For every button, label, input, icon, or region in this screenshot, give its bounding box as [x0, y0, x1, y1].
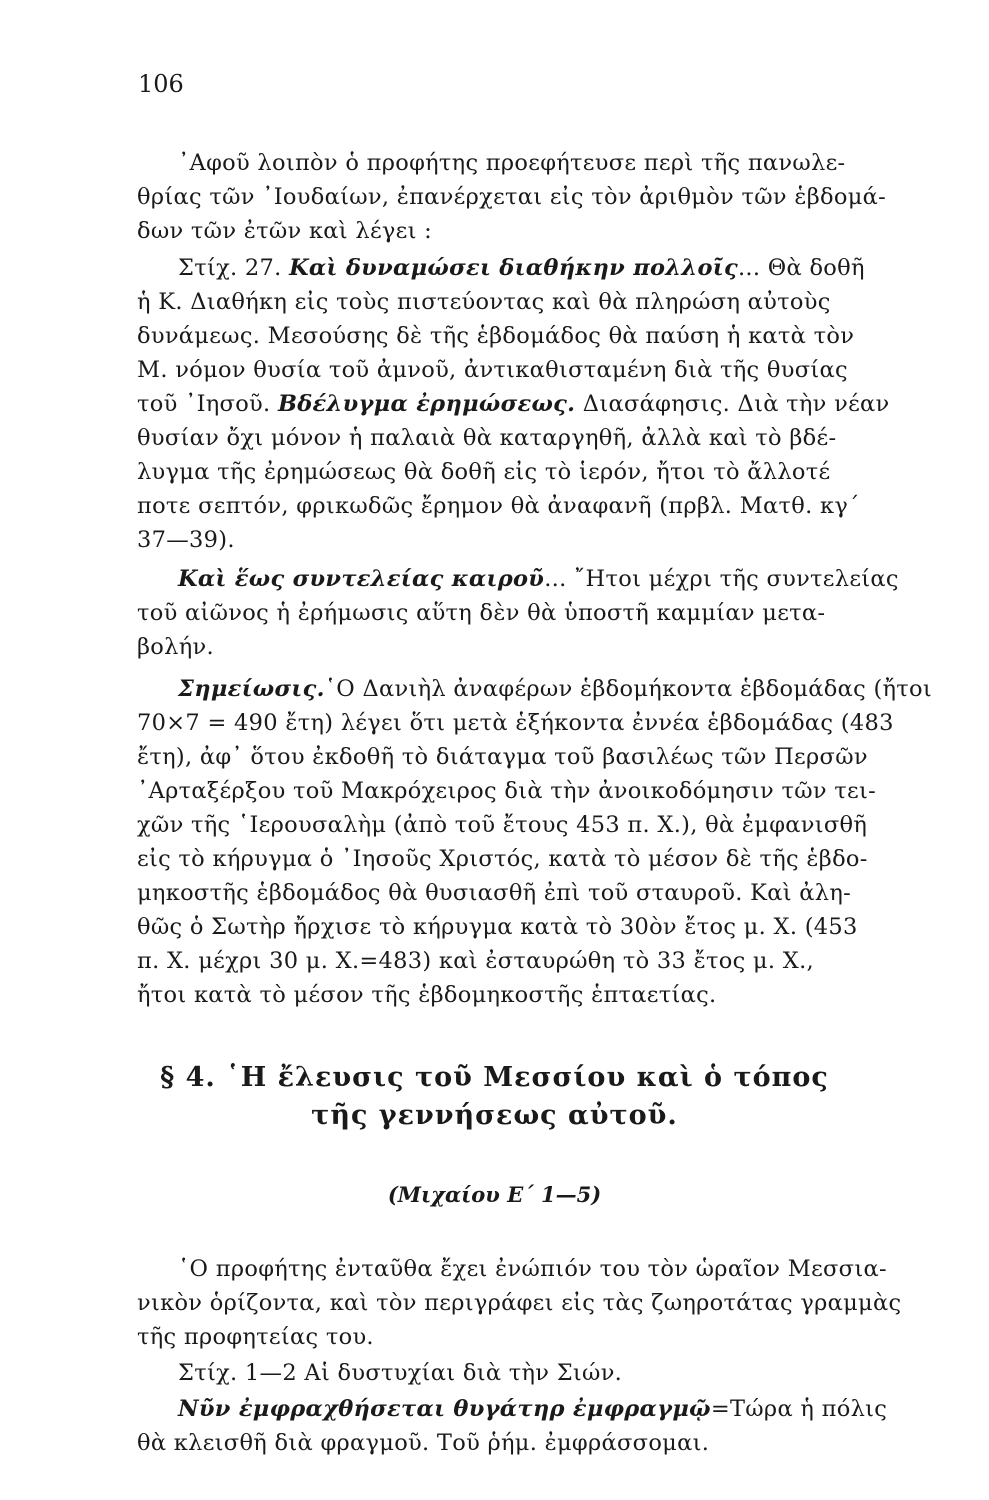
text-line: νικὸν ὁρίζοντα, καὶ τὸν περιγράφει εἰς τὰς ζωηροτάτας γραμμὰς: [137, 1290, 902, 1316]
section-reference: (Μιχαίου Ε΄ 1—5): [387, 1182, 602, 1207]
text-line: θρίας τῶν ᾿Ιουδαίων, ἐπανέρχεται εἰς τὸν ἀριθμὸν τῶν ἑβδομά-: [137, 184, 887, 210]
text-line: θὰ κλεισθῆ διὰ φραγμοῦ. Τοῦ ῥήμ. ἐμφράσσομαι.: [137, 1430, 710, 1456]
text-line: χῶν τῆς ῾Ιερουσαλὴμ (ἀπὸ τοῦ ἔτους 453 π. Χ.), θὰ ἐμφανισθῆ: [137, 812, 868, 838]
text-run: ῾Ο Δανιὴλ ἀναφέρων ἑβδομήκοντα ἑβδομάδας (ἤτοι: [324, 676, 933, 702]
text-line: [137, 391, 890, 417]
text-line: 70×7 = 490 ἔτη) λέγει ὅτι μετὰ ἑξήκοντα ἐννέα ἑβδομάδας (483: [137, 710, 894, 736]
text-line: [178, 566, 899, 592]
section-heading-line2: τῆς γεννήσεως αὐτοῦ.: [311, 1100, 678, 1131]
text-line: βολήν.: [137, 634, 214, 660]
text-line: δων τῶν ἐτῶν καὶ λέγει :: [137, 218, 433, 244]
text-line: ἤτοι κατὰ τὸ μέσον τῆς ἑβδομηκοστῆς ἑπταετίας.: [137, 982, 717, 1008]
text-line: ἡ Κ. Διαθήκη εἰς τοὺς πιστεύοντας καὶ θὰ πληρώση αὐτοὺς: [137, 289, 831, 315]
bold-phrase: Σημείωσις.: [178, 676, 325, 702]
text-line: ἔτη), ἀφ᾿ ὅτου ἐκδοθῆ τὸ διάταγμα τοῦ βασιλέως τῶν Περσῶν: [137, 744, 868, 770]
bold-phrase: Καὶ δυναμώσει διαθήκην πολλοῖς: [289, 255, 738, 281]
text-line: [178, 1396, 887, 1422]
bold-phrase: Βδέλυγμα ἐρημώσεως.: [277, 391, 576, 417]
text-run: =Τώρα ἡ πόλις: [710, 1396, 888, 1422]
text-line: τῆς προφητείας του.: [137, 1324, 374, 1350]
text-run: τοῦ ᾿Ιησοῦ.: [137, 391, 278, 417]
text-line: π. Χ. μέχρι 30 μ. Χ.=483) καὶ ἐσταυρώθη τὸ 33 ἔτος μ. Χ.,: [137, 948, 814, 974]
text-line: εἰς τὸ κήρυγμα ὁ ᾿Ιησοῦς Χριστός, κατὰ τὸ μέσον δὲ τῆς ἑβδο-: [137, 846, 868, 872]
text-line: θῶς ὁ Σωτὴρ ἤρχισε τὸ κήρυγμα κατὰ τὸ 30ὸν ἔτος μ. Χ. (453: [137, 914, 858, 940]
bold-phrase: Καὶ ἕως συντελείας καιροῦ: [178, 566, 545, 592]
text-line: Στίχ. 1—2 Αἱ δυστυχίαι διὰ τὴν Σιών.: [178, 1360, 623, 1386]
text-line: τοῦ αἰῶνος ἡ ἐρήμωσις αὕτη δὲν θὰ ὑποστῆ καμμίαν μετα-: [137, 600, 826, 626]
text-line: [178, 255, 865, 281]
text-line: λυγμα τῆς ἐρημώσεως θὰ δοθῆ εἰς τὸ ἱερόν, ἤτοι τὸ ἄλλοτέ: [137, 459, 831, 485]
text-line: ῾Ο προφήτης ἐνταῦθα ἔχει ἐνώπιόν του τὸν ὡραῖον Μεσσια-: [178, 1256, 887, 1282]
text-line: θυσίαν ὄχι μόνον ἡ παλαιὰ θὰ καταργηθῆ, ἀλλὰ καὶ τὸ βδέ-: [137, 425, 837, 451]
text-line: Μ. νόμον θυσία τοῦ ἀμνοῦ, ἀντικαθισταμένη διὰ τῆς θυσίας: [137, 357, 848, 383]
verse-label: Στίχ. 27.: [178, 255, 290, 281]
text-line: ᾿Αρταξέρξου τοῦ Μακρόχειρος διὰ τὴν ἀνοικοδόμησιν τῶν τει-: [137, 778, 877, 804]
bold-phrase: Νῦν ἐμφραχθήσεται θυγάτηρ ἐμφραγμῷ: [178, 1396, 711, 1422]
text-line: [178, 676, 932, 702]
text-run: ... Θὰ δοθῆ: [737, 255, 865, 281]
text-run: ... ῎Ητοι μέχρι τῆς συντελείας: [544, 566, 899, 592]
text-run: Διασάφησις. Διὰ τὴν νέαν: [575, 391, 890, 417]
section-heading: § 4. ῾Η ἔλευσις τοῦ Μεσσίου καὶ ὁ τόπος: [160, 1062, 829, 1093]
text-line: μηκοστῆς ἑβδομάδος θὰ θυσιασθῆ ἐπὶ τοῦ σταυροῦ. Καὶ ἀλη-: [137, 880, 852, 906]
text-line: ποτε σεπτόν, φρικωδῶς ἔρημον θὰ ἀναφανῆ (πρβλ. Ματθ. κγ΄: [137, 493, 860, 519]
text-line: 37—39).: [137, 527, 235, 553]
text-line: δυνάμεως. Μεσούσης δὲ τῆς ἑβδομάδος θὰ παύση ἡ κατὰ τὸν: [137, 323, 855, 349]
text-line: ᾿Αφοῦ λοιπὸν ὁ προφήτης προεφήτευσε περὶ τῆς πανωλε-: [178, 150, 846, 176]
page-number: 106: [138, 70, 184, 98]
